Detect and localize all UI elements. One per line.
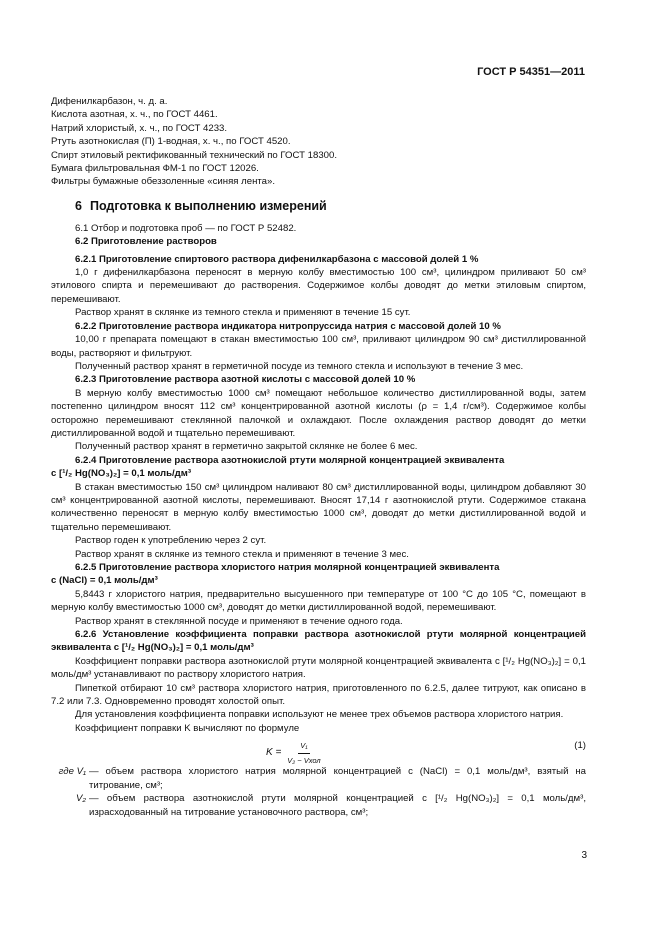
section-title: Подготовка к выполнению измерений bbox=[89, 198, 327, 213]
paragraph: Полученный раствор хранят в герметично закрытой склянке не более 6 мес. bbox=[75, 441, 418, 453]
formula-denominator: V₂ − Vхол bbox=[287, 755, 321, 765]
reagent-item: Бумага фильтровальная ФМ-1 по ГОСТ 12026. bbox=[51, 163, 259, 175]
spacer bbox=[51, 214, 586, 222]
heading-6-2: 6.2 Приготовление растворов bbox=[75, 236, 217, 248]
paragraph-6-1: 6.1 Отбор и подготовка проб — по ГОСТ Р 52482. bbox=[75, 222, 297, 234]
paragraph: В стакан вместимостью 150 см³ цилиндром наливают 80 см³ дистиллированной воды, цилиндром добавляют 30 см³ концентрированной азотной кислоты, перемешивают. Вносят 17,14 г азотнокислой ртути. Содержимое стакана количественно переносят в мерную колбу вместимостью 1000 см³, доводят до метки дистиллированной водой и тщательно перемешивают. bbox=[51, 481, 586, 533]
heading-6-2-5-formula: c (NaCl) = 0,1 моль/дм³ bbox=[51, 575, 158, 587]
paragraph: Раствор хранят в склянке из темного стекла и применяют в течение 3 мес. bbox=[75, 548, 409, 560]
heading-6-2-5: 6.2.5 Приготовление раствора хлористого натрия молярной концентрацией эквивалента bbox=[75, 562, 500, 573]
paragraph: Для установления коэффициента поправки используют не менее трех объемов раствора хлористого натрия. bbox=[75, 709, 564, 721]
paragraph: Полученный раствор хранят в герметичной посуде из темного стекла и используют в течение 3 мес. bbox=[75, 360, 524, 372]
reagent-item: Дифенилкарбазон, ч. д. а. bbox=[51, 96, 168, 107]
paragraph: Коэффициент поправки раствора азотнокислой ртути молярной концентрацией эквивалента c [¹/₂ Hg(NO₃)₂] = 0,1 моль/дм³ устанавливают по раствору хлористого натрия. bbox=[51, 655, 586, 681]
formula-body bbox=[266, 739, 323, 767]
reagent-item: Натрий хлористый, х. ч., по ГОСТ 4233. bbox=[51, 122, 228, 134]
reagent-item: Кислота азотная, х. ч., по ГОСТ 4461. bbox=[51, 109, 218, 121]
paragraph: Коэффициент поправки K вычисляют по формуле bbox=[75, 722, 300, 734]
spacer bbox=[51, 189, 586, 199]
document-header: ГОСТ Р 54351—2011 bbox=[477, 66, 585, 78]
definition-text: — объем раствора хлористого натрия молярной концентрацией c (NaCl) = 0,1 моль/дм³, взятый на титрование, см³; bbox=[89, 766, 586, 791]
heading-6-2-1: 6.2.1 Приготовление спиртового раствора дифенилкарбазона с массовой долей 1 % bbox=[75, 253, 479, 265]
definition-symbol: где V₁ bbox=[58, 766, 86, 778]
formula-numerator: V₁ bbox=[298, 739, 309, 753]
paragraph: В мерную колбу вместимостью 1000 см³ помещают небольшое количество дистиллированной воды, затем постепенно цилиндром вносят 112 см³ концентрированной азотной кислоты (ρ = 1,4 г/см³). Содержимое колбы осторожно перемешивают стеклянной палочкой и охлаждают. После охлаждения раствор доводят до метки дистиллированной водой и тщательно перемешивают. bbox=[51, 387, 586, 439]
formula-1 bbox=[51, 735, 586, 765]
paragraph: 10,00 г препарата помещают в стакан вместимостью 100 см³, приливают цилиндром 90 см³ дистиллированной воды, растворяют и фильтруют. bbox=[51, 334, 586, 359]
section-number: 6 bbox=[75, 198, 82, 213]
heading-6-2-6: 6.2.6 Установление коэффициента поправки раствора азотнокислой ртути молярной концентрацией эквивалента c [¹/₂ Hg(NO₃)₂] = 0,1 моль/дм³ bbox=[51, 629, 586, 654]
paragraph: Раствор хранят в склянке из темного стекла и применяют в течение 15 сут. bbox=[75, 307, 411, 319]
page-number: 3 bbox=[581, 850, 587, 861]
definition-symbol: V₂ bbox=[75, 793, 86, 805]
formula-lhs: K = bbox=[266, 747, 282, 759]
paragraph: 1,0 г дифенилкарбазона переносят в мерную колбу вместимостью 100 см³, цилиндром приливают 50 см³ этилового спирта и перемешивают до растворения. Содержимое колбы доводят до метки этиловым спиртом, перемешивают. bbox=[51, 267, 586, 305]
heading-6-2-2: 6.2.2 Приготовление раствора индикатора нитропруссида натрия с массовой долей 10 % bbox=[75, 320, 501, 332]
formula-number: (1) bbox=[574, 740, 586, 752]
page-content bbox=[51, 95, 586, 819]
paragraph: 5,8443 г хлористого натрия, предварительно высушенного при температуре от 100 °С до 105 °С, помещают в мерную колбу вместимостью 1000 см³, доводят до метки дистиллированной водой, перемешивают. bbox=[51, 588, 586, 614]
heading-6-2-4: 6.2.4 Приготовление раствора азотнокислой ртути молярной концентрацией эквивалента bbox=[75, 454, 505, 466]
reagent-item: Фильтры бумажные обеззоленные «синяя лента». bbox=[51, 176, 275, 188]
heading-6-2-3: 6.2.3 Приготовление раствора азотной кислоты с массовой долей 10 % bbox=[75, 374, 416, 386]
section-heading bbox=[75, 199, 586, 214]
reagent-item: Спирт этиловый ректификованный технический по ГОСТ 18300. bbox=[51, 149, 337, 161]
heading-6-2-4-formula: c [¹/₂ Hg(NO₃)₂] = 0,1 моль/дм³ bbox=[51, 468, 192, 480]
paragraph: Раствор хранят в стеклянной посуде и применяют в течение одного года. bbox=[75, 615, 403, 627]
reagent-list bbox=[51, 95, 586, 189]
definition-text: — объем раствора азотнокислой ртути молярной концентрацией c [¹/₂ Hg(NO₃)₂] = 0,1 моль/дм³, израсходованный на титрование установочного раствора, см³; bbox=[89, 793, 586, 818]
definitions-list bbox=[51, 765, 586, 819]
formula-fraction bbox=[285, 739, 322, 767]
paragraph: Пипеткой отбирают 10 см³ раствора хлористого натрия, приготовленного по 6.2.5, далее титруют, как описано в 7.2 или 7.3. Одновременно проводят холостой опыт. bbox=[51, 682, 586, 708]
reagent-item: Ртуть азотнокислая (П) 1-водная, х. ч., по ГОСТ 4520. bbox=[51, 136, 291, 148]
paragraph: Раствор годен к употреблению через 2 сут. bbox=[75, 535, 267, 547]
